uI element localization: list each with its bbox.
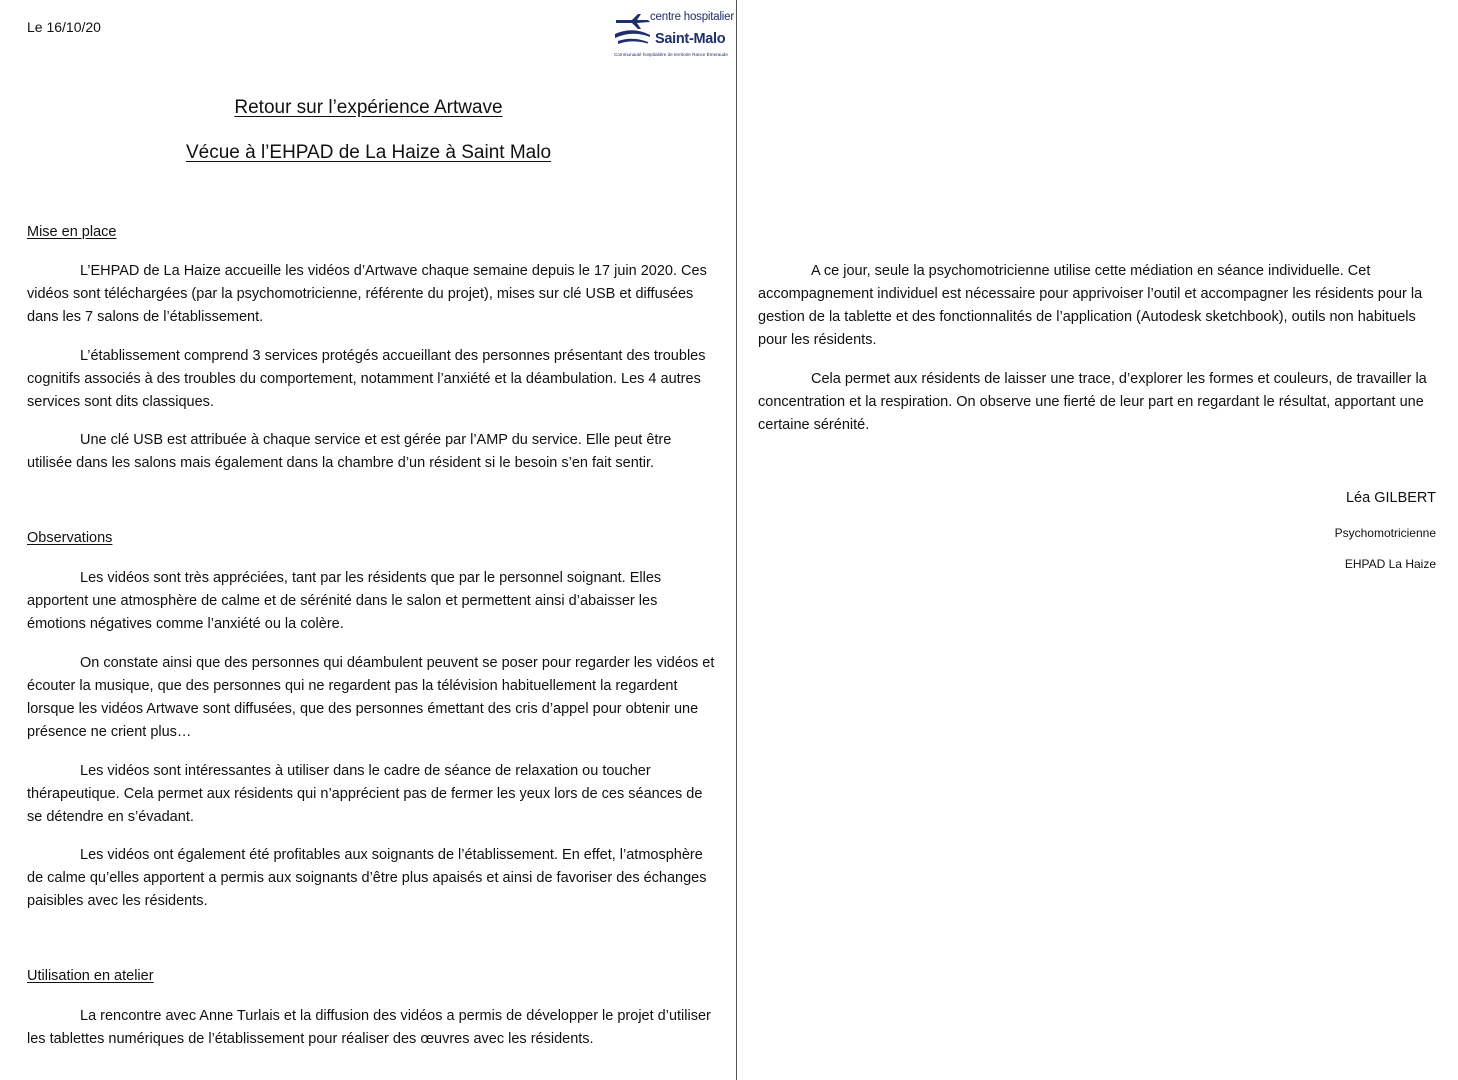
hospital-logo — [612, 8, 734, 62]
signature-name: Léa GILBERT — [1345, 490, 1436, 506]
heading-utilisation-en-atelier: Utilisation en atelier — [27, 968, 154, 984]
paragraph: Les vidéos sont intéressantes à utiliser dans le cadre de séance de relaxation ou toucher thérapeutique. Cela permet aux résidents qui n’apprécient pas de fermer les yeux lors de ces séances de se détendre en s’évadant. — [27, 763, 703, 825]
document-page-2 — [738, 0, 1458, 1080]
paragraph: On constate ainsi que des personnes qui déambulent peuvent se poser pour regarder les vidéos et écouter la musique, que des personnes qui ne regardent pas la télévision habituellement la regardent lorsque les vidéos Artwave sont diffusées, que des personnes émettant des cris d’appel pour obtenir une présence ne crient plus… — [27, 655, 715, 740]
signature-role: Psychomotricienne — [1334, 526, 1436, 540]
paragraph: L’EHPAD de La Haize accueille les vidéos d’Artwave chaque semaine depuis le 17 juin 2020. Ces vidéos sont téléchargées (par la psychomotricienne, référente du projet), mises sur clé USB et diffusées dans les 7 salons de l’établissement. — [27, 263, 707, 325]
document-subtitle: Vécue à l’EHPAD de La Haize à Saint Malo — [185, 142, 552, 163]
heading-observations: Observations — [27, 530, 113, 546]
airplane-emblem-icon — [612, 8, 652, 50]
logo-text-centre-hospitalier: centre hospitalier — [650, 11, 734, 23]
document-date: Le 16/10/20 — [27, 19, 101, 35]
paragraph: Les vidéos ont également été profitables aux soignants de l’établissement. En effet, l’atmosphère de calme qu’elles apportent a permis aux soignants d’être plus apaisés et ainsi de favoriser des échanges paisibles avec les résidents. — [27, 847, 707, 909]
signature-place: EHPAD La Haize — [1344, 557, 1436, 571]
logo-text-communaute: Communauté hospitalière de territoire Rance Émeraude — [614, 52, 728, 57]
paragraph: Les vidéos sont très appréciées, tant par les résidents que par le personnel soignant. Elles apportent une atmosphère de calme et de sérénité dans le salon et permettent ainsi d’abaisser les émotions négatives comme l’anxiété ou la colère. — [27, 570, 662, 632]
paragraph: Une clé USB est attribuée à chaque service et est gérée par l’AMP du service. Elle peut être utilisée dans les salons mais également dans la chambre d’un résident si le besoin s’en fait sentir. — [27, 432, 672, 471]
logo-text-saint-malo: Saint-Malo — [655, 31, 726, 47]
paragraph: L’établissement comprend 3 services protégés accueillant des personnes présentant des troubles cognitifs associés à des troubles du comportement, notamment l’anxiété et la déambulation. Les 4 autres services sont dits classiques. — [27, 348, 706, 410]
page-divider — [736, 0, 737, 1080]
paragraph: Cela permet aux résidents de laisser une trace, d’explorer les formes et couleurs, de travailler la concentration et la respiration. On observe une fierté de leur part en regardant le résultat, apportant une certaine sérénité. — [758, 371, 1427, 433]
heading-mise-en-place: Mise en place — [27, 224, 117, 240]
document-title: Retour sur l’expérience Artwave — [234, 97, 503, 118]
paragraph: La rencontre avec Anne Turlais et la diffusion des vidéos a permis de développer le projet d’utiliser les tablettes numériques de l’établissement pour réaliser des œuvres avec les résidents. — [27, 1008, 711, 1047]
paragraph: A ce jour, seule la psychomotricienne utilise cette médiation en séance individuelle. Cet accompagnement individuel est nécessaire pour apprivoiser l’outil et accompagner les résidents pour la gestion de la tablette et des fonctionnalités de l’application (Autodesk sketchbook), outils non habituels pour les résidents. — [758, 263, 1423, 348]
